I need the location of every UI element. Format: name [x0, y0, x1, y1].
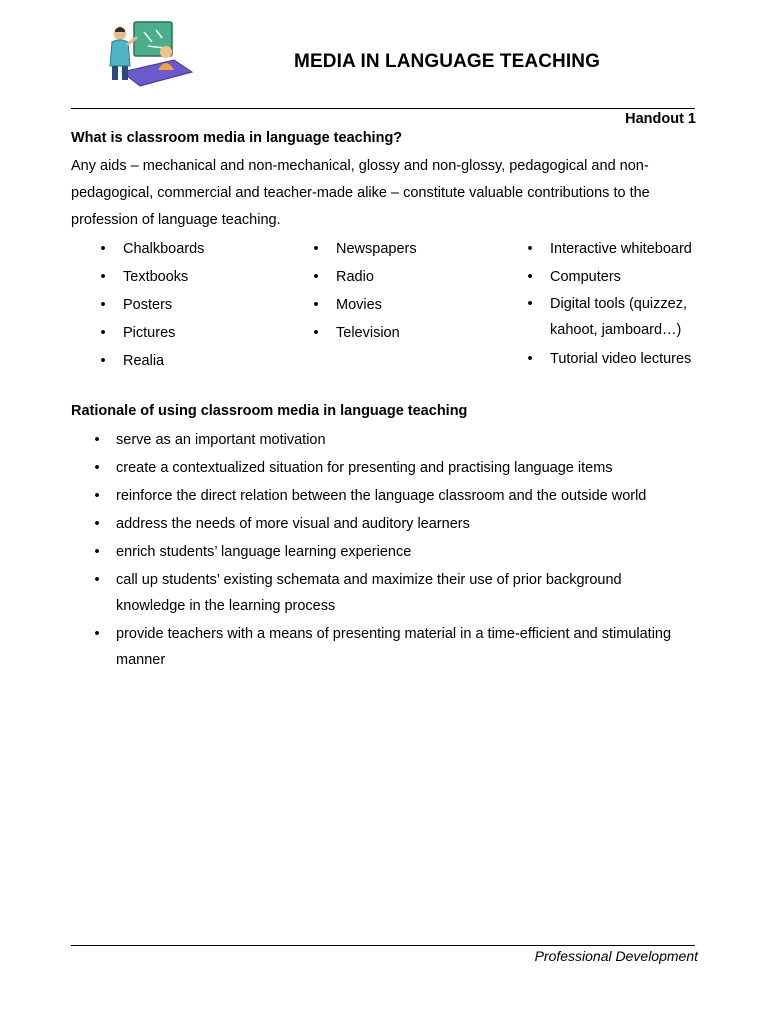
list-item — [90, 511, 710, 537]
list-item — [523, 263, 692, 291]
list-item-label: Computers — [550, 269, 621, 285]
bullet-icon: • — [313, 269, 319, 285]
list-item — [523, 235, 692, 263]
bullet-icon: • — [313, 325, 319, 341]
list-item — [90, 483, 710, 509]
list-item — [523, 345, 692, 373]
list-item-label: reinforce the direct relation between the language classroom and the outside world — [116, 488, 647, 504]
footer-divider — [71, 945, 695, 946]
handout-label: Handout 1 — [625, 111, 696, 127]
bullet-icon: • — [94, 516, 100, 532]
list-item-label: address the needs of more visual and auditory learners — [116, 516, 470, 532]
bullet-icon: • — [527, 269, 533, 285]
list-item-label: Television — [336, 325, 400, 341]
list-item — [90, 539, 710, 565]
bullet-icon: • — [100, 269, 106, 285]
list-item — [309, 235, 417, 263]
bullet-icon: • — [100, 325, 106, 341]
list-item-label: call up students’ existing schemata and maximize their use of prior background knowledge in the learning process — [116, 572, 622, 614]
section-heading-rationale: Rationale of using classroom media in language teaching — [71, 403, 468, 419]
page-title: MEDIA IN LANGUAGE TEACHING — [294, 51, 600, 72]
list-item-label: create a contextualized situation for presenting and practising language items — [116, 460, 613, 476]
bullet-icon: • — [94, 572, 100, 588]
intro-line: Any aids – mechanical and non-mechanical, glossy and non-glossy, pedagogical and non- — [71, 158, 649, 174]
bullet-icon: • — [527, 296, 533, 312]
list-item — [309, 319, 417, 347]
list-item — [96, 347, 204, 375]
bullet-icon: • — [94, 460, 100, 476]
list-item — [309, 263, 417, 291]
section-heading-what-is-media: What is classroom media in language teaching? — [71, 130, 403, 146]
list-item — [90, 427, 710, 453]
bullet-icon: • — [313, 297, 319, 313]
bullet-icon: • — [527, 241, 533, 257]
bullet-icon: • — [527, 351, 533, 367]
footer-text: Professional Development — [534, 948, 698, 964]
list-item-label: Textbooks — [123, 269, 189, 285]
list-item — [523, 291, 692, 345]
list-item-label: Movies — [336, 297, 382, 313]
media-list-column-1 — [96, 235, 204, 375]
list-item-label: Pictures — [123, 325, 176, 341]
header-divider — [71, 108, 695, 109]
list-item — [96, 263, 204, 291]
media-list-column-2 — [309, 235, 417, 347]
intro-line: pedagogical, commercial and teacher-made alike – constitute valuable contributions to the — [71, 185, 650, 201]
list-item-label: Chalkboards — [123, 241, 205, 257]
bullet-icon: • — [94, 432, 100, 448]
list-item-label: provide teachers with a means of presenting material in a time-efficient and stimulating manner — [116, 626, 672, 668]
teacher-at-board-icon — [104, 20, 196, 90]
media-list-column-3 — [523, 235, 692, 373]
list-item-label: Interactive whiteboard — [550, 241, 692, 257]
bullet-icon: • — [100, 241, 106, 257]
bullet-icon: • — [94, 544, 100, 560]
list-item-label: Realia — [123, 353, 165, 369]
list-item — [96, 319, 204, 347]
bullet-icon: • — [94, 488, 100, 504]
rationale-list — [90, 427, 710, 675]
list-item — [309, 291, 417, 319]
list-item — [90, 621, 710, 673]
bullet-icon: • — [100, 353, 106, 369]
intro-paragraph — [71, 153, 701, 234]
list-item-label: Radio — [336, 269, 374, 285]
list-item-label: serve as an important motivation — [116, 432, 326, 448]
list-item-label: Digital tools (quizzez, kahoot, jamboard…) — [550, 296, 687, 338]
bullet-icon: • — [313, 241, 319, 257]
intro-line: profession of language teaching. — [71, 212, 281, 228]
list-item-label: enrich students’ language learning experience — [116, 544, 412, 560]
list-item-label: Newspapers — [336, 241, 417, 257]
bullet-icon: • — [100, 297, 106, 313]
bullet-icon: • — [94, 626, 100, 642]
list-item — [96, 291, 204, 319]
list-item-label: Posters — [123, 297, 173, 313]
list-item — [90, 567, 710, 619]
list-item-label: Tutorial video lectures — [550, 351, 692, 367]
list-item — [96, 235, 204, 263]
list-item — [90, 455, 710, 481]
